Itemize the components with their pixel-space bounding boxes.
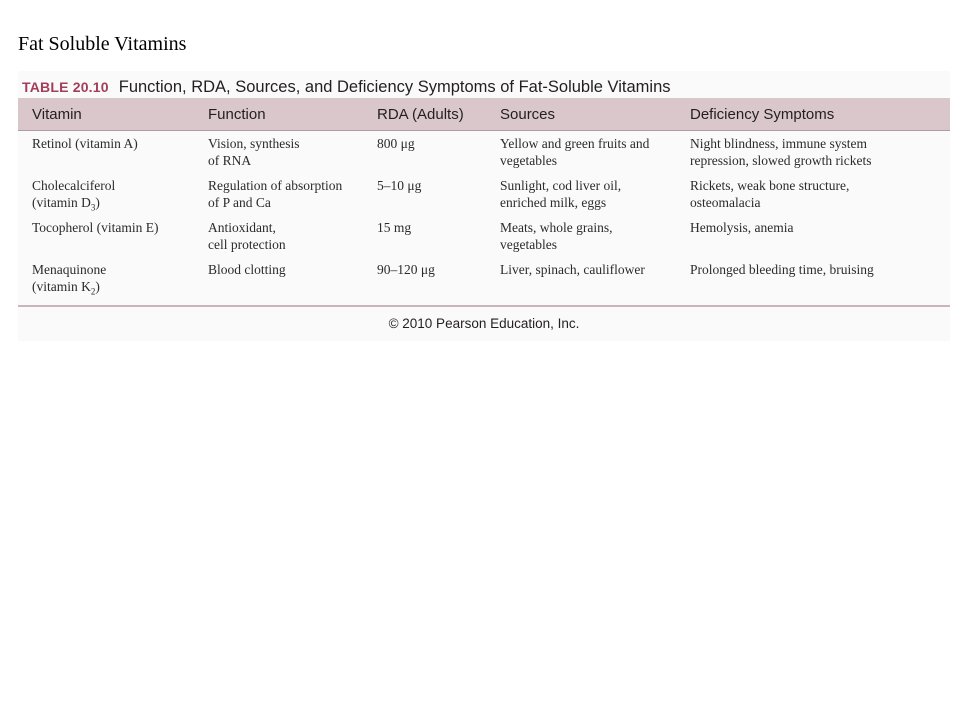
copyright-notice: © 2010 Pearson Education, Inc. [388,316,580,331]
cell-deficiency: Night blindness, immune system repression, slowed growth rickets [690,136,872,168]
cell-function: Antioxidant, cell protection [208,220,286,252]
cell-sources: Liver, spinach, cauliflower [500,262,645,277]
header-vitamin: Vitamin [32,106,82,123]
header-rda: RDA (Adults) [377,106,464,123]
table-header-row [18,98,950,131]
vitamin-table-figure [18,71,950,341]
header-function: Function [208,106,266,123]
cell-function: Vision, synthesis of RNA [208,136,300,168]
table-caption [22,78,671,97]
cell-rda: 90–120 μg [377,262,435,277]
table-bottom-rule [18,305,950,307]
cell-sources: Yellow and green fruits and vegetables [500,136,650,168]
cell-deficiency: Prolonged bleeding time, bruising [690,262,874,277]
table-caption-text: Function, RDA, Sources, and Deficiency Symptoms of Fat-Soluble Vitamins [118,78,671,96]
header-deficiency: Deficiency Symptoms [690,106,835,123]
cell-vitamin: Cholecalciferol (vitamin $D_3$) [32,178,116,213]
cell-deficiency: Rickets, weak bone structure, osteomalacia [690,178,850,210]
cell-sources: Meats, whole grains, vegetables [500,220,613,252]
cell-rda: 5–10 μg [377,178,422,193]
cell-rda: 800 μg [377,136,415,151]
table-number: TABLE 20.10 [22,79,109,95]
cell-deficiency: Hemolysis, anemia [690,220,794,235]
slide-title: Fat Soluble Vitamins [18,33,187,55]
cell-vitamin: Tocopherol (vitamin E) [32,220,159,235]
cell-sources: Sunlight, cod liver oil, enriched milk, eggs [500,178,622,210]
cell-function: Regulation of absorption of P and Ca [208,178,343,210]
header-sources: Sources [500,106,556,123]
cell-rda: 15 mg [377,220,412,235]
cell-function: Blood clotting [208,262,286,277]
cell-vitamin: Menaquinone (vitamin $K_2$) [32,262,107,297]
cell-vitamin: Retinol (vitamin A) [32,136,138,151]
